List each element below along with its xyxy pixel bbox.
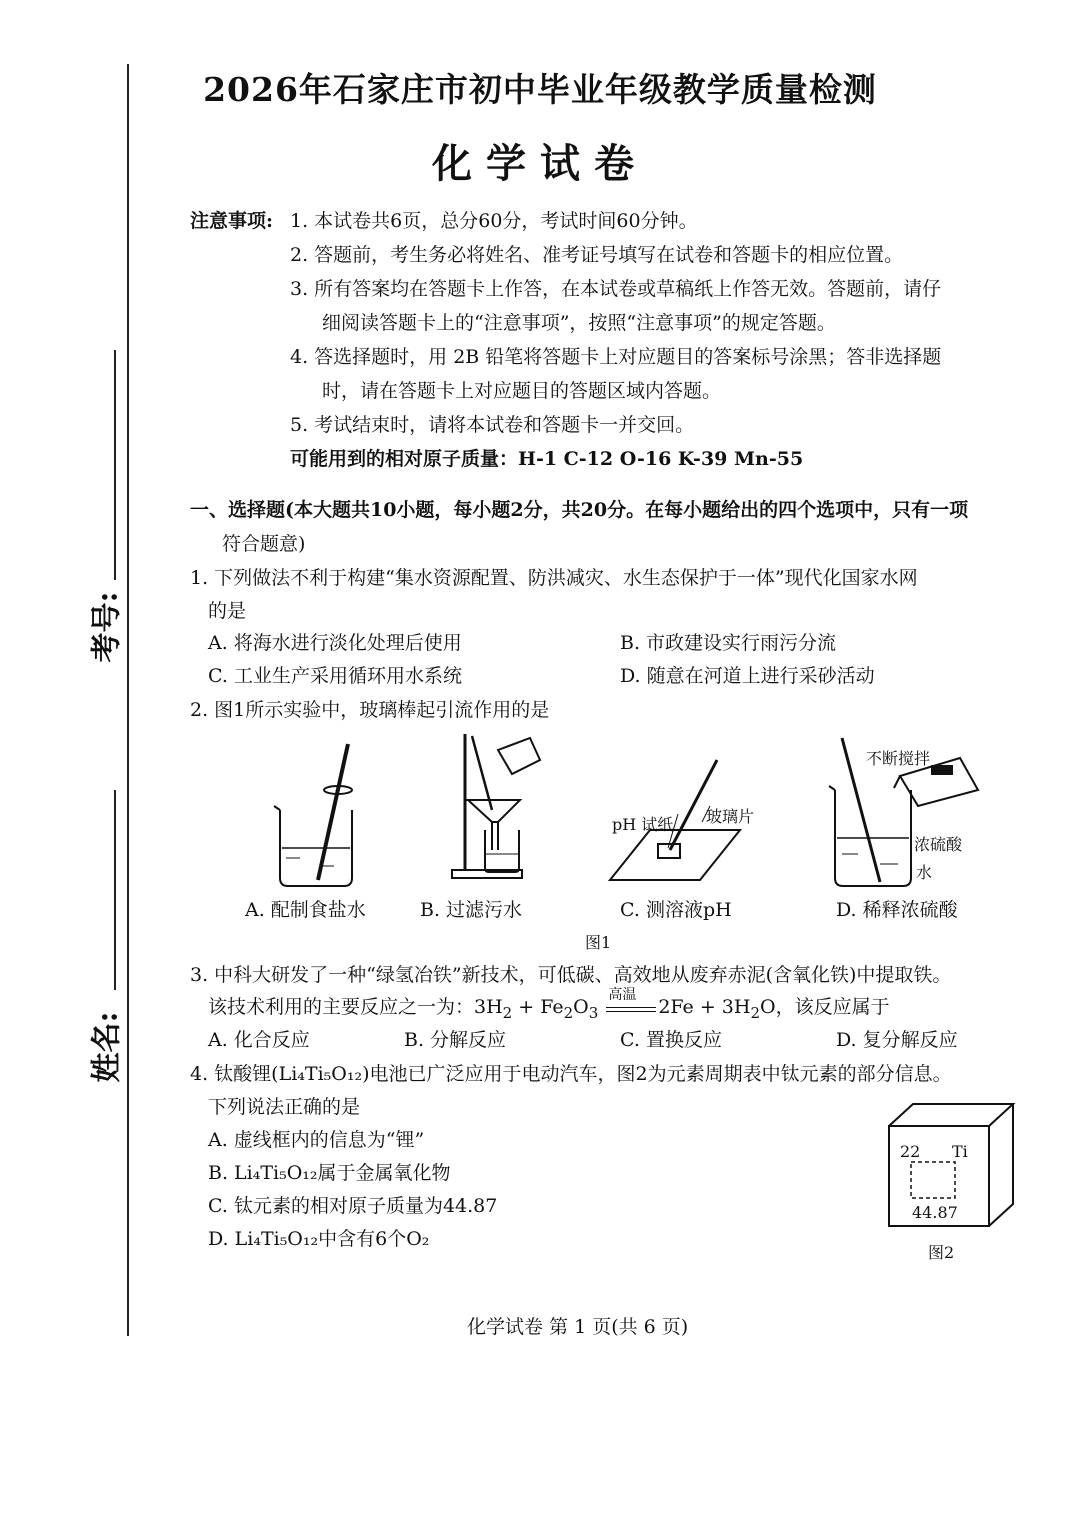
q4-stem-2: 下列说法正确的是 <box>208 1096 361 1118</box>
q2-option-d: D. 稀释浓硫酸 <box>836 899 958 921</box>
page-footer: 化学试卷 第 1 页(共 6 页) <box>467 1316 689 1338</box>
q3-option-c: C. 置换反应 <box>620 1029 722 1051</box>
notice-label: 注意事项: <box>190 210 274 232</box>
exam-no-underline <box>114 350 116 580</box>
label-water: 水 <box>916 863 933 882</box>
notice-item-5: 5. 考试结束时，请将本试卷和答题卡一并交回。 <box>290 414 695 436</box>
figure-2-caption: 图2 <box>928 1243 955 1262</box>
q2-option-b: B. 过滤污水 <box>420 899 523 921</box>
q3-option-d: D. 复分解反应 <box>836 1029 958 1051</box>
cell-symbol: Ti <box>952 1142 968 1161</box>
q3-option-b: B. 分解反应 <box>404 1029 507 1051</box>
q4-stem: 4. 钛酸锂(Li₄Ti₅O₁₂)电池已广泛应用于电动汽车，图2为元素周期表中钛元素的部分信息。 <box>190 1063 952 1085</box>
q3-equation: 该技术利用的主要反应之一为：$3H_2 + Fe_2O_3$ 高温 $2Fe + 3H_2O$，该反应属于 <box>208 994 890 1026</box>
reaction-condition: 高温 <box>608 987 637 1003</box>
notice-item-1: 1. 本试卷共6页，总分60分，考试时间60分钟。 <box>290 210 698 232</box>
notice-item-2: 2. 答题前，考生务必将姓名、准考证号填写在试卷和答题卡的相应位置。 <box>290 244 904 266</box>
q1-option-a: A. 将海水进行淡化处理后使用 <box>208 632 462 654</box>
q1-option-b: B. 市政建设实行雨污分流 <box>620 632 837 654</box>
page-title: 2026年石家庄市初中毕业年级教学质量检测 <box>203 70 877 109</box>
q2-option-c: C. 测溶液pH <box>620 899 732 921</box>
figure-1-caption: 图1 <box>585 933 612 952</box>
label-conc-acid: 浓硫酸 <box>914 835 963 854</box>
q1-option-c: C. 工业生产采用循环用水系统 <box>208 665 462 687</box>
q3-option-a: A. 化合反应 <box>208 1029 310 1051</box>
section-heading: 一、选择题(本大题共10小题，每小题2分，共20分。在每小题给出的四个选项中，只有一项 <box>190 499 969 521</box>
cell-atomic-number: 22 <box>900 1142 921 1161</box>
label-ph-paper: pH 试纸 <box>612 815 674 834</box>
exam-no-label: 考号: <box>89 591 125 663</box>
atomic-mass-line: 可能用到的相对原子质量：H-1 C-12 O-16 K-39 Mn-55 <box>290 448 804 470</box>
q4-option-a: A. 虚线框内的信息为“锂” <box>208 1129 425 1151</box>
notice-item-3b: 细阅读答题卡上的“注意事项”，按照“注意事项”的规定答题。 <box>322 312 836 334</box>
label-stir: 不断搅拌 <box>866 749 931 768</box>
q4-option-c: C. 钛元素的相对原子质量为44.87 <box>208 1195 498 1217</box>
section-heading-2: 符合题意) <box>222 533 306 555</box>
q2-option-a: A. 配制食盐水 <box>245 899 366 921</box>
q1-stem: 1. 下列做法不利于构建“集水资源配置、防洪减灾、水生态保护于一体”现代化国家水网 <box>190 567 918 589</box>
name-underline <box>114 790 116 990</box>
q1-stem-2: 的是 <box>208 600 247 622</box>
cell-atomic-mass: 44.87 <box>912 1203 958 1222</box>
q2-stem: 2. 图1所示实验中，玻璃棒起引流作用的是 <box>190 699 550 721</box>
q4-option-d: D. Li₄Ti₅O₁₂中含有6个O₂ <box>208 1228 430 1250</box>
name-label: 姓名: <box>89 1011 125 1083</box>
q4-option-b: B. Li₄Ti₅O₁₂属于金属氧化物 <box>208 1162 451 1184</box>
notice-item-3: 3. 所有答案均在答题卡上作答，在本试卷或草稿纸上作答无效。答题前，请仔 <box>290 278 942 300</box>
notice-item-4b: 时，请在答题卡上对应题目的答题区域内答题。 <box>322 380 722 402</box>
binding-line <box>127 64 129 1336</box>
page-subtitle: 化学试卷 <box>432 140 648 187</box>
notice-item-4: 4. 答选择题时，用 2B 铅笔将答题卡上对应题目的答案标号涂黑；答非选择题 <box>290 346 942 368</box>
label-glass-slide: 玻璃片 <box>706 807 755 826</box>
filtration-apparatus-icon <box>452 734 540 878</box>
beaker-stirring-icon <box>274 744 352 886</box>
q3-stem: 3. 中科大研发了一种“绿氢冶铁”新技术，可低碳、高效地从废弃赤泥(含氧化铁)中提取铁。 <box>190 964 952 986</box>
q1-option-d: D. 随意在河道上进行采砂活动 <box>620 665 875 687</box>
